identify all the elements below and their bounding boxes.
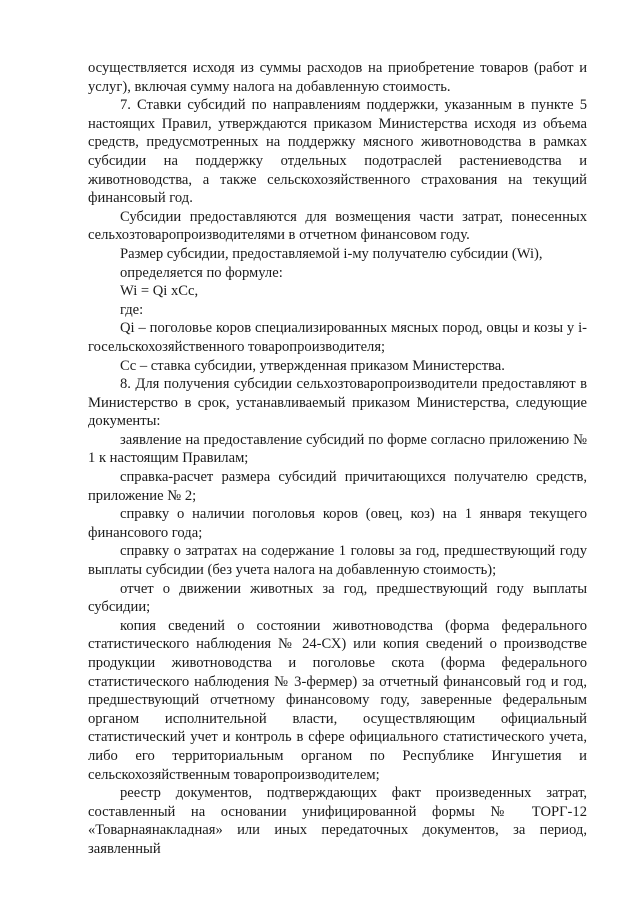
paragraph-subsidy-purpose: Субсидии предоставляются для возмещения части затрат, понесенных сельхозтоваропроизводителями в отчетном финансовом году. — [88, 208, 587, 244]
formula-cc-definition: Cc – ставка субсидии, утвержденная приказом Министерства. — [120, 357, 505, 374]
formula-qi-definition: Qi – поголовье коров специализированных мясных пород, овцы и козы у i-госельскохозяйственного товаропроизводителя; — [88, 320, 587, 355]
paragraph-subsidy-size: Размер субсидии, предоставляемой i-му получателю субсидии (Wi), определяется по формуле: — [120, 245, 543, 281]
formula-where: где: — [120, 301, 144, 318]
formula: Wi = Qi xCc, — [120, 283, 199, 300]
document-body — [88, 59, 587, 859]
list-item-costs-certificate: справку о затратах на содержание 1 головы за год, предшествующий году выплаты субсидии (без учета налога на добавленную стоимость); — [88, 543, 587, 579]
paragraph-item-8: 8. Для получения субсидии сельхозтоваропроизводители предоставляют в Министерство в срок, устанавливаемый приказом Министерства, следующие документы: — [88, 376, 587, 430]
list-item-calculation: справка-расчет размера субсидий причитающихся получателю средств, приложение № 2; — [88, 469, 587, 504]
list-item-livestock-certificate: справку о наличии поголовья коров (овец, коз) на 1 января текущего финансового года; — [88, 506, 587, 541]
paragraph-item-7: 7. Ставки субсидий по направлениям поддержки, указанным в пункте 5 настоящих Правил, утверждаются приказом Министерства исходя из объема средств, предусмотренных на поддержку мясного животноводства в рамках субсидии на поддержку отдельных подотраслей растениеводства и животноводства, а также сельскохозяйственного страхования на текущий финансовый год. — [88, 97, 587, 207]
list-item-movement-report: отчет о движении животных за год, предшествующий году выплаты субсидии; — [88, 580, 587, 616]
list-item-application: заявление на предоставление субсидий по форме согласно приложению № 1 к настоящим Правилам; — [88, 431, 587, 467]
list-item-documents-register: реестр документов, подтверждающих факт произведенных затрат, составленный на основании унифицированной формы № ТОРГ-12 «Товарнаянакладная» или иных передаточных документов, за период, заявленный — [88, 785, 587, 857]
paragraph-continuation: осуществляется исходя из суммы расходов на приобретение товаров (работ и услуг), включая сумму налога на добавленную стоимость. — [88, 60, 587, 95]
list-item-statistics-copy: копия сведений о состоянии животноводства (форма федерального статистического наблюдения № 24-СХ) или копия сведений о производстве продукции животноводства и поголовье скота (форма федерального статистического наблюдения № 3-фермер) за отчетный финансовый год и год, предшествующий отчетному финансовому году, заверенные федеральным органом исполнительной власти, осуществляющим официальный статистический учет и контроль в сфере официального статистического учета, либо его территориальным органом по Республике Ингушетия и сельскохозяйственным товаропроизводителем; — [88, 617, 587, 783]
